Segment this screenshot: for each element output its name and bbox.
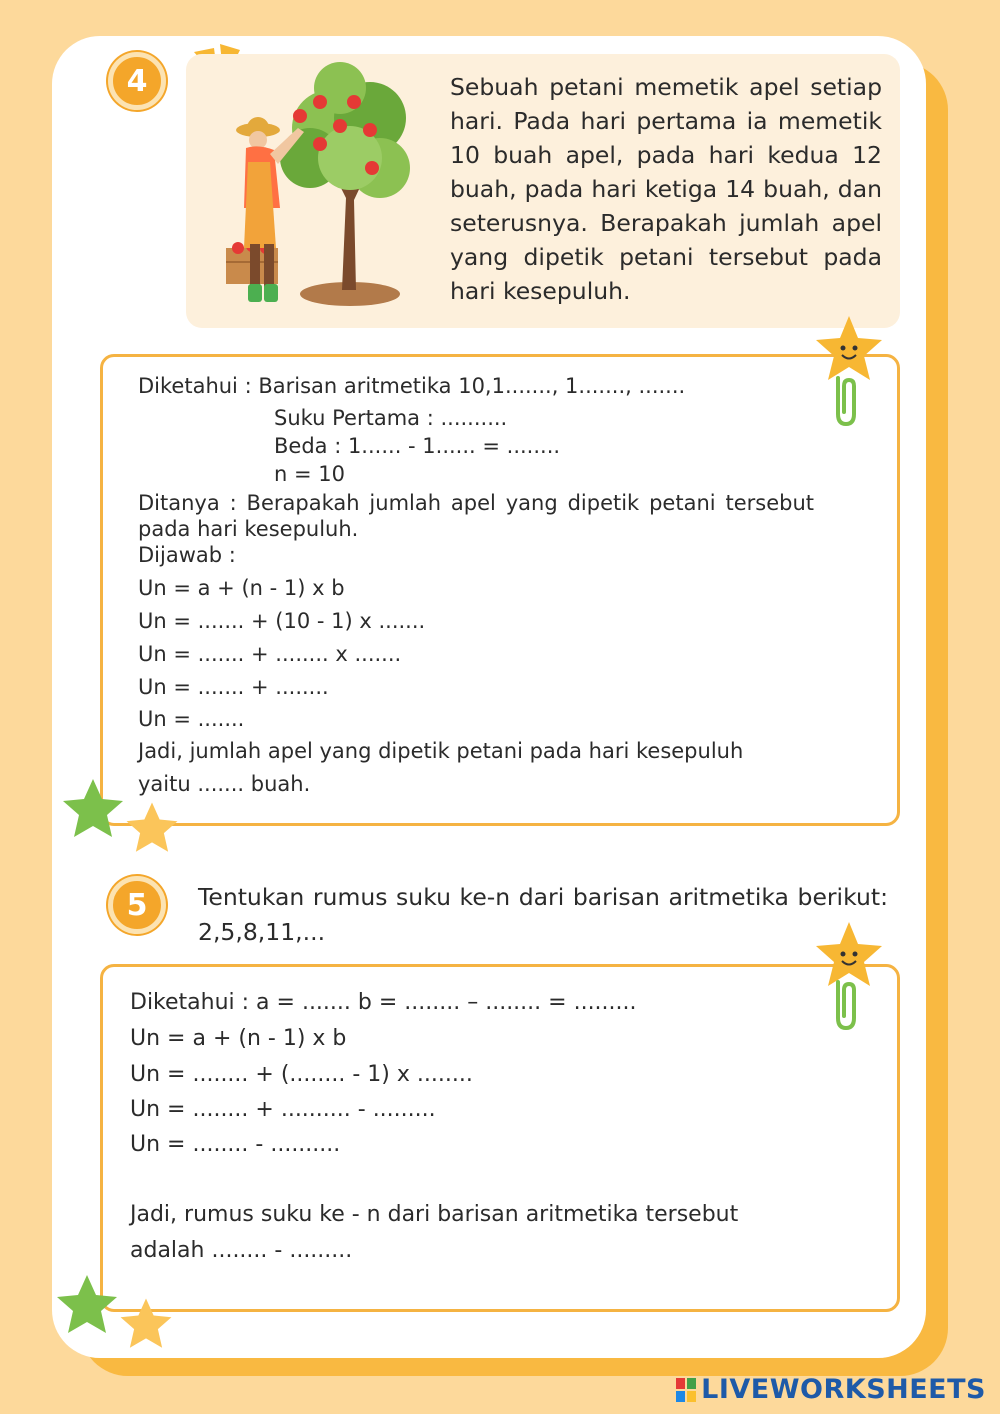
question-number-badge: 4 [108,52,166,110]
question-number-badge: 5 [108,876,166,934]
q5-conclusion-line-1: Jadi, rumus suku ke - n dari barisan aritmetika tersebut [130,1202,739,1227]
q4-step-2: Un = ....... + (10 - 1) x ....... [138,609,426,633]
q4-conclusion-line-2: yaitu ....... buah. [138,772,311,796]
q4-conclusion-line-1: Jadi, jumlah apel yang dipetik petani pada hari kesepuluh [138,739,744,763]
paperclip-icon [824,372,866,430]
liveworksheets-logo[interactable] [675,1374,986,1405]
yellow-star-icon [118,1296,174,1352]
paperclip-icon [824,976,866,1034]
q4-n: n = 10 [274,462,345,486]
q5-step-3: Un = ........ + .......... - ......... [130,1097,436,1122]
q5-diketahui: Diketahui : a = ....... b = ........ – ........ = ......... [130,990,637,1015]
q4-suku-pertama: Suku Pertama : .......... [274,406,508,430]
farmer-apple-tree-illustration [220,58,420,314]
q4-step-4: Un = ....... + ........ [138,675,329,699]
question-5-text: Tentukan rumus suku ke-n dari barisan aritmetika berikut: 2,5,8,11,... [198,883,888,946]
green-star-icon [60,776,126,842]
brand-name: LIVEWORKSHEETS [701,1374,986,1405]
q4-beda: Beda : 1...... - 1...... = ........ [274,434,561,458]
q5-step-2: Un = ........ + (........ - 1) x ........ [130,1062,473,1087]
q4-ditanya: Ditanya : Berapakah jumlah apel yang dipetik petani tersebut pada hari kesepuluh. [138,491,814,541]
question-4-text: Sebuah petani memetik apel setiap hari. Pada hari pertama ia memetik 10 buah apel, pada hari kedua 12 buah, pada hari ketiga 14 buah, dan seterusnya. Berapakah jumlah apel yang dipetik petani tersebut pada hari kesepuluh. [450,73,882,305]
q4-diketahui: Diketahui : Barisan aritmetika 10,1......., 1......., ....... [138,374,686,398]
q4-step-3: Un = ....... + ........ x ....... [138,642,402,666]
yellow-star-icon [124,800,180,856]
liveworksheets-logo-icon [675,1377,697,1403]
q4-step-5: Un = ....... [138,707,245,731]
q4-step-1: Un = a + (n - 1) x b [138,576,345,600]
q5-step-1: Un = a + (n - 1) x b [130,1026,347,1051]
q5-conclusion-line-2: adalah ........ - ......... [130,1238,353,1263]
q4-dijawab: Dijawab : [138,543,236,567]
green-star-icon [54,1272,120,1338]
q5-step-4: Un = ........ - .......... [130,1132,341,1157]
